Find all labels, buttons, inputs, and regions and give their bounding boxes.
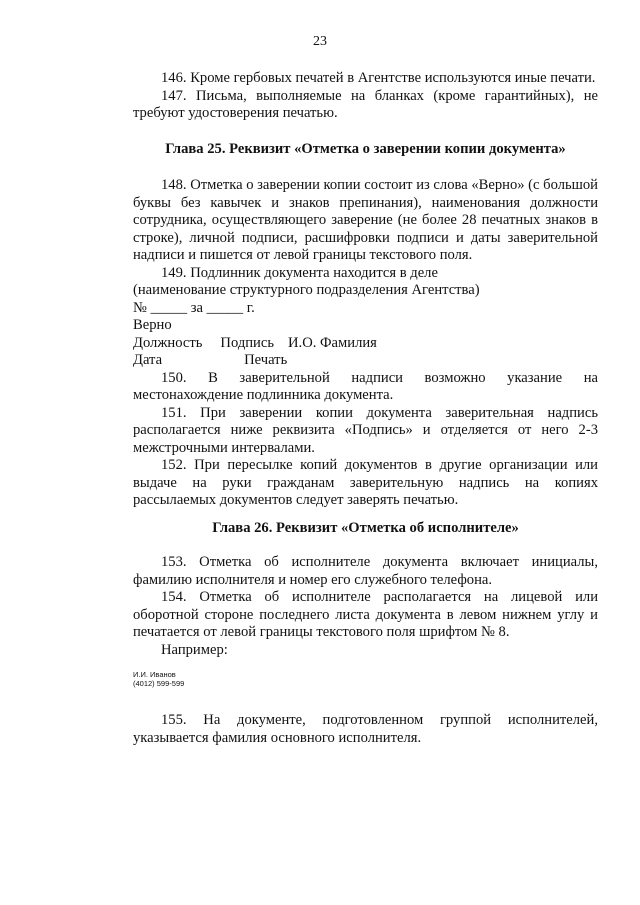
example-label: Например:: [161, 641, 228, 658]
chapter-26-title: Глава 26. Реквизит «Отметка об исполнителе»: [212, 520, 519, 536]
template-signature: Подпись: [220, 334, 274, 351]
executor-example: [133, 670, 184, 688]
paragraph-155: 155. На документе, подготовленном группой исполнителей, указывается фамилия основного исполнителя.: [133, 712, 598, 746]
example-phone: (4012) 599-599: [133, 679, 185, 688]
paragraph-148: 148. Отметка о заверении копии состоит из слова «Верно» (с большой буквы без кавычек и знаков препинания), наименования должности сотрудника, осуществляющего заверение (не более 28 печатных знаков в строке), личной подписи, расшифровки подписи и даты заверительной надписи и пишется от левой границы текстового поля.: [133, 177, 598, 263]
chapter-26-block: [133, 520, 598, 538]
template-signature-row: [133, 335, 598, 353]
template-date: Дата: [133, 352, 163, 368]
template-name: И.О. Фамилия: [288, 334, 377, 351]
template-stamp: Печать: [244, 352, 288, 368]
block-148-149: [133, 177, 598, 510]
block-155: [133, 712, 598, 747]
paragraph-152: 152. При пересылке копий документов в другие организации или выдаче на руки гражданам заверительную надпись на копиях рассылаемых документов следует заверять печатью.: [133, 457, 598, 508]
chapter-25-block: [133, 141, 598, 159]
paragraph-147: 147. Письма, выполняемые на бланках (кроме гарантийных), не требуют удостоверения печатью.: [133, 87, 598, 121]
template-position: Должность: [133, 334, 203, 351]
template-date-row: [133, 352, 598, 370]
example-name: И.И. Иванов: [133, 670, 176, 679]
template-verno: Верно: [133, 317, 172, 333]
page-number: 23: [313, 34, 327, 49]
paragraph-149: 149. Подлинник документа находится в деле: [161, 264, 438, 281]
chapter-25-title: Глава 25. Реквизит «Отметка о заверении копии документа»: [165, 141, 566, 157]
block-153-154: [133, 554, 598, 659]
template-department-line: (наименование структурного подразделения Агентства): [133, 282, 480, 298]
paragraph-151: 151. При заверении копии документа заверительная надпись располагается ниже реквизита «Подпись» и отделяется от него 2-3 межстрочными интервалами.: [133, 404, 598, 456]
paragraph-146: 146. Кроме гербовых печатей в Агентстве используются иные печати.: [161, 70, 596, 86]
paragraph-153: 153. Отметка об исполнителе документа включает инициалы, фамилию исполнителя и номер его служебного телефона.: [133, 554, 598, 588]
paragraph-150: 150. В заверительной надписи возможно указание на местонахождение подлинника документа.: [133, 369, 598, 403]
template-number-line: № _____ за _____ г.: [133, 299, 255, 316]
paragraph-154: 154. Отметка об исполнителе располагается на лицевой или оборотной стороне последнего листа документа в левом нижнем углу и печатается от левой границы текстового поля шрифтом № 8.: [133, 589, 598, 640]
block-146-147: [133, 70, 598, 123]
